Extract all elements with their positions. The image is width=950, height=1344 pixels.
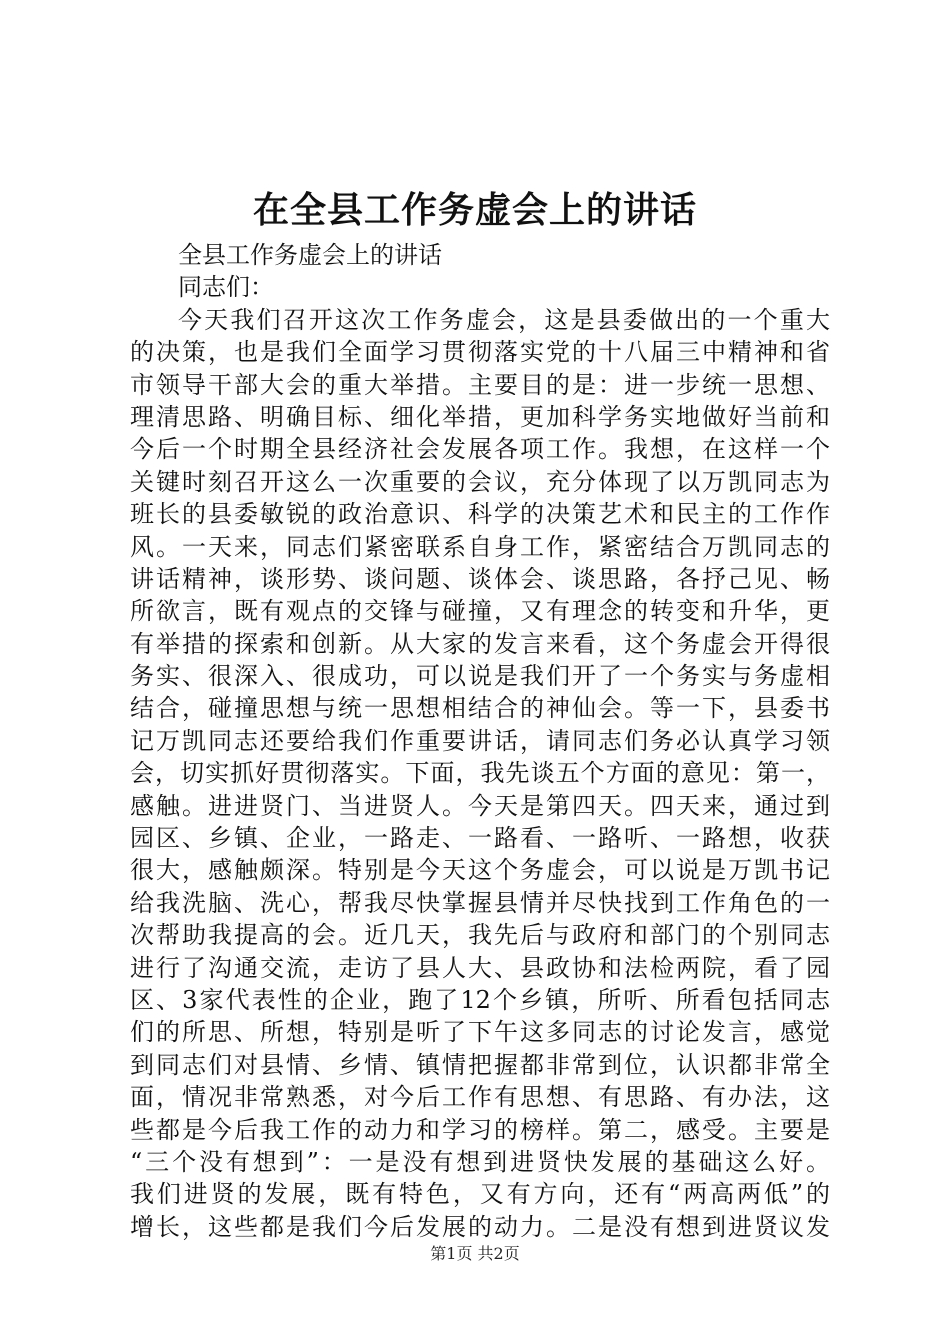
paragraph-line: 讲话精神，谈形势、谈问题、谈体会、谈思路，各抒己见、畅 bbox=[130, 564, 830, 593]
paragraph-line: 感触。进进贤门、当进贤人。今天是第四天。四天来，通过到 bbox=[130, 791, 830, 820]
paragraph-line: 班长的县委敏锐的政治意识、科学的决策艺术和民主的工作作 bbox=[130, 500, 830, 529]
paragraph-line: 我们进贤的发展，既有特色，又有方向，还有“两高两低”的 bbox=[130, 1180, 830, 1209]
paragraph-line: “三个没有想到”：一是没有想到进贤快发展的基础这么好。 bbox=[130, 1147, 830, 1176]
document-body bbox=[130, 239, 830, 1243]
salutation: 同志们： bbox=[178, 273, 274, 302]
paragraph-line: 们的所思、所想，特别是听了下午这多同志的讨论发言，感觉 bbox=[130, 1018, 830, 1047]
paragraph-line: 给我洗脑、洗心，帮我尽快掌握县情并尽快找到工作角色的一 bbox=[130, 888, 830, 917]
paragraph-line: 很大，感触颇深。特别是今天这个务虚会，可以说是万凯书记 bbox=[130, 856, 830, 885]
paragraph-line: 园区、乡镇、企业，一路走、一路看、一路听、一路想，收获 bbox=[130, 824, 830, 853]
paragraph-line: 今后一个时期全县经济社会发展各项工作。我想，在这样一个 bbox=[130, 435, 830, 464]
paragraph-line: 所欲言，既有观点的交锋与碰撞，又有理念的转变和升华，更 bbox=[130, 597, 830, 626]
paragraph-line: 区、3家代表性的企业，跑了12个乡镇，所听、所看包括同志 bbox=[130, 985, 830, 1014]
paragraph-line: 有举措的探索和创新。从大家的发言来看，这个务虚会开得很 bbox=[130, 629, 830, 658]
paragraph-line: 理清思路、明确目标、细化举措，更加科学务实地做好当前和 bbox=[130, 402, 830, 431]
paragraph-line: 风。一天来，同志们紧密联系自身工作，紧密结合万凯同志的 bbox=[130, 532, 830, 561]
paragraph-line: 的决策，也是我们全面学习贯彻落实党的十八届三中精神和省 bbox=[130, 338, 830, 367]
paragraph-line: 市领导干部大会的重大举措。主要目的是：进一步统一思想、 bbox=[130, 370, 830, 399]
speech-paragraph bbox=[130, 304, 830, 1243]
paragraph-line: 关键时刻召开这么一次重要的会议，充分体现了以万凯同志为 bbox=[130, 467, 830, 496]
paragraph-line: 务实、很深入、很成功，可以说是我们开了一个务实与务虚相 bbox=[130, 662, 830, 691]
page-footer: 第1页 共2页 bbox=[430, 1244, 520, 1263]
paragraph-line: 进行了沟通交流，走访了县人大、县政协和法检两院，看了园 bbox=[130, 953, 830, 982]
paragraph-line: 记万凯同志还要给我们作重要讲话，请同志们务必认真学习领 bbox=[130, 726, 830, 755]
paragraph-line: 会，切实抓好贯彻落实。下面，我先谈五个方面的意见：第一， bbox=[130, 759, 830, 788]
paragraph-line: 次帮助我提高的会。近几天，我先后与政府和部门的个别同志 bbox=[130, 921, 830, 950]
paragraph-line: 面，情况非常熟悉，对今后工作有思想、有思路、有办法，这 bbox=[130, 1083, 830, 1112]
paragraph-line: 增长，这些都是我们今后发展的动力。二是没有想到进贤议发 bbox=[130, 1212, 830, 1241]
paragraph-line: 今天我们召开这次工作务虚会，这是县委做出的一个重大 bbox=[178, 305, 830, 334]
paragraph-line: 些都是今后我工作的动力和学习的榜样。第二，感受。主要是 bbox=[130, 1115, 830, 1144]
paragraph-line: 到同志们对县情、乡情、镇情把握都非常到位，认识都非常全 bbox=[130, 1050, 830, 1079]
paragraph-line: 结合，碰撞思想与统一思想相结合的神仙会。等一下，县委书 bbox=[130, 694, 830, 723]
document-subtitle: 全县工作务虚会上的讲话 bbox=[178, 241, 442, 269]
document-title: 在全县工作务虚会上的讲话 bbox=[252, 189, 697, 231]
